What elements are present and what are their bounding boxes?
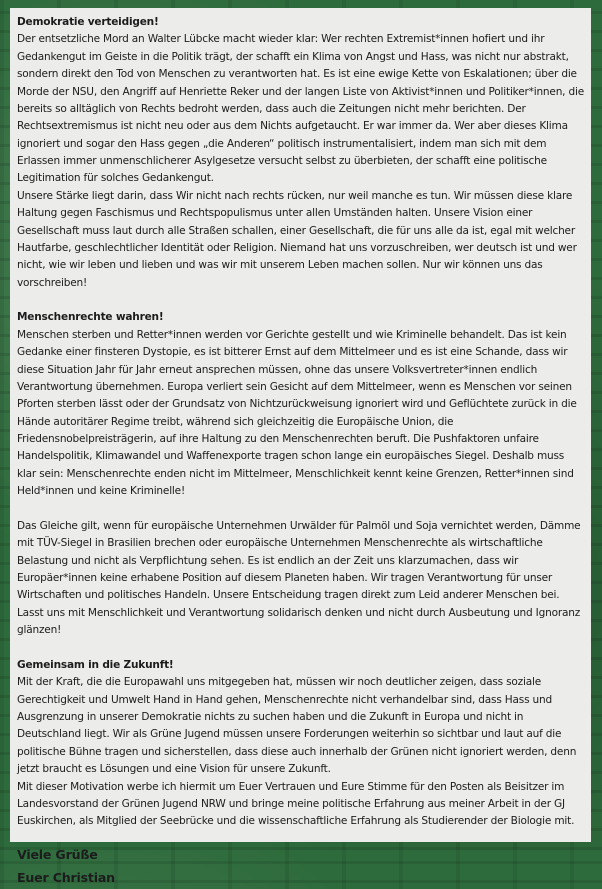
paragraph: Mit dieser Motivation werbe ich hiermit um Euer Vertrauen und Eure Stimme für den Posten als Beisitzer im Landesvorstand der Grünen Jugend NRW und bringe meine politische Erfahrung aus meiner Arbeit in der GJ Euskirchen, als Mitglied der Seebrücke und die wissenschaftliche Erfahrung als Studierender der Biologie mit. — [17, 780, 575, 828]
closing-greeting: Viele Grüße — [17, 846, 98, 862]
signature: Euer Christian — [17, 869, 115, 885]
paragraph: Mit der Kraft, die die Europawahl uns mitgegeben hat, müssen wir noch deutlicher zeigen, dass soziale Gerechtigkeit und Umwelt Hand in Hand gehen, Menschenrechte nicht verhandelbar sind, dass Hass und Ausgrenzung in unserer Demokratie nichts zu suchen haben und die Zukunft in Europa und nicht in Deutschland liegt. Wir als Grüne Jugend müssen unsere Forderungen weiterhin so sichtbar und laut auf die politische Bühne tragen und sicherstellen, dass diese auch innerhalb der Grünen nicht ignoriert werden, denn jetzt braucht es Lösungen und eine Vision für unsere Zukunft. — [17, 676, 577, 776]
section-heading-democracy: Demokratie verteidigen! — [17, 16, 159, 28]
spacer — [17, 640, 584, 657]
spacer — [17, 501, 584, 518]
section-heading-future: Gemeinsam in die Zukunft! — [17, 658, 174, 671]
paragraph: Unsere Stärke liegt darin, dass Wir nicht nach rechts rücken, nur weil manche es tun. Wir müssen diese klare Haltung gegen Faschismus und Rechtspopulismus unter allen Umständen halten. Unsere Vision einer Gesellschaft muss laut durch alle Straßen schallen, einer Gesellschaft, die für uns alle da ist, egal mit welcher Hautfarbe, geschlechtlicher Identität oder Religion. Niemand hat uns vorzuschreiben, wer deutsch ist und wer nicht, wie wir leben und lieben und was wir mit unserem Leben machen sollen. Nur wir können uns das vorschreiben! — [17, 189, 577, 289]
section-heading-human-rights: Menschenrechte wahren! — [17, 311, 164, 324]
paragraph: Das Gleiche gilt, wenn für europäische Unternehmen Urwälder für Palmöl und Soja vernichtet werden, Dämme mit TÜV-Siegel in Brasilien brechen oder europäische Unternehmen Menschenrechte als wirtschaftliche Belastung und nicht als Verpflichtung sehen. Es ist endlich an der Zeit uns klarzumachen, dass wir Europäer*innen keine erhabene Position auf diesem Planeten haben. Wir tragen Verantwortung für unser Wirtschaften und politisches Handeln. Unsere Entscheidung tragen direkt zum Leid anderer Menschen bei. Lasst uns mit Menschlichkeit und Verantwortung solidarisch denken und nicht durch Ausbeutung und Ignoranz glänzen! — [17, 519, 581, 637]
paragraph: Der entsetzliche Mord an Walter Lübcke macht wieder klar: Wer rechten Extremist*innen hofiert und ihr Gedankengut im Geiste in die Politik trägt, der schafft ein Klima von Angst und Hass, was nicht nur abstrakt, sondern direkt den Tod von Menschen zu verantworten hat. Es ist eine ewige Kette von Eskalationen; über die Morde der NSU, den Angriff auf Henriette Reker und der langen Liste von Aktivist*innen und Politiker*innen, die bereits so alltäglich von Rechts bedroht werden, dass auch die Zeitungen nicht mehr berichten. Der Rechtsextremismus ist nicht neu oder aus dem Nichts aufgetaucht. Er war immer da. Wer aber dieses Klima ignoriert und sogar den Hass gegen „die Anderen“ politisch instrumentalisiert, indem man sich mit dem Erlassen immer unmenschlicherer Asylgesetze versucht selbst zu überbieten, der schafft eine politische Legitimation für solches Gedankengut. — [17, 33, 585, 185]
letter-page — [10, 8, 591, 885]
paragraph: Menschen sterben und Retter*innen werden vor Gerichte gestellt und wie Kriminelle behandelt. Das ist kein Gedanke einer finsteren Dystopie, es ist bitterer Ernst auf dem Mittelmeer und es ist eine Schande, dass wir diese Situation Jahr für Jahr erneut ansprechen müssen, ohne das unsere Volksvertreter*innen endlich Verantwortung übernehmen. Europa verliert sein Gesicht auf dem Mittelmeer, wenn es Menschen vor seinen Pforten sterben lässt oder der Grundsatz von Nichtzurückweisung ignoriert wird und Geflüchtete zurück in die Hände autoritärer Regime treibt, während sich gleichzeitig die Europäische Union, die Friedensnobelpreisträgerin, auf ihre Haltung zu den Menschenrechten beruft. Die Pushfaktoren unfaire Handelspolitik, Klimawandel und Waffenexporte tragen schon lange ein europäisches Siegel. Deshalb muss klar sein: Menschenrechte enden nicht im Mittelmeer, Menschlichkeit kennt keine Grenzen, Retter*innen sind Held*innen und keine Kriminelle! — [17, 328, 577, 498]
spacer — [17, 292, 584, 309]
